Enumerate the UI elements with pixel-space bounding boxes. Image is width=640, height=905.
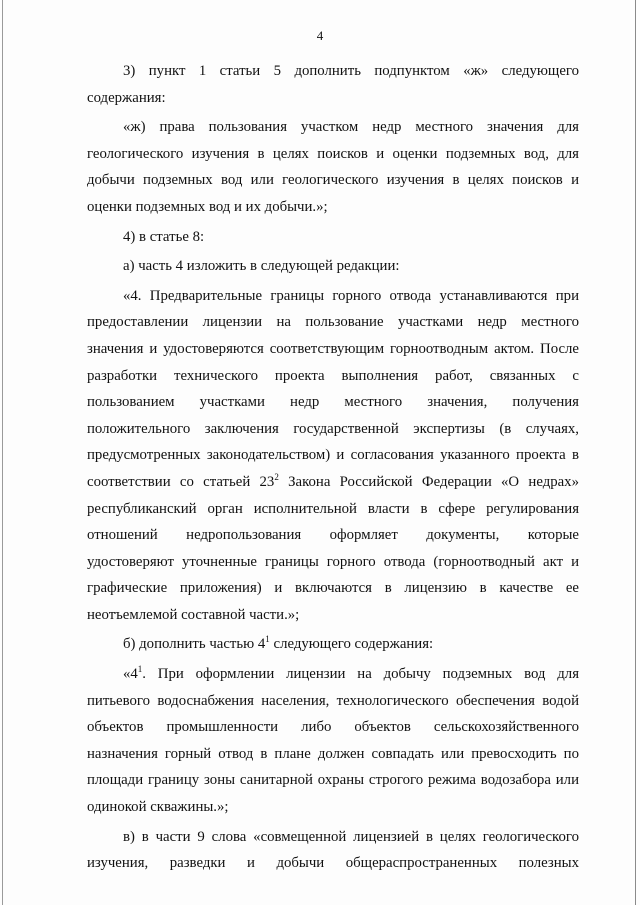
superscript: 2 — [274, 471, 279, 482]
text-line — [87, 688, 579, 715]
line-text: изучения, разведки и добычи общераспространенных полезных — [87, 855, 579, 872]
text-line — [87, 336, 579, 363]
line-text: предусмотренных законодательством) и согласования указанного проекта в — [87, 447, 579, 464]
text-line — [87, 283, 579, 310]
line-text: неотъемлемой составной части.»; — [87, 606, 300, 623]
line-text: разработки технического проекта выполнения работ, связанных с — [87, 367, 579, 384]
line-text: графические приложения) и включаются в лицензию в качестве ее — [87, 580, 579, 597]
line-text: оценки подземных вод и их добычи.»; — [87, 198, 328, 215]
line-text: назначения горный отвод в плане должен совпадать или превосходить по — [87, 745, 579, 762]
line-text: предоставлении лицензии на пользование участками недр местного — [87, 314, 579, 331]
text-line — [87, 114, 579, 141]
line-text: в) в части 9 слова «совмещенной лицензией в целях геологического — [123, 828, 579, 845]
text-line — [87, 309, 579, 336]
text-line — [87, 767, 579, 794]
text-line — [87, 522, 579, 549]
text-line — [87, 850, 579, 877]
line-text: «ж) права пользования участком недр местного значения для — [123, 119, 579, 136]
line-text-continued: следующего содержания: — [269, 636, 434, 653]
line-text: геологического изучения в целях поисков и оценки подземных вод, для — [87, 145, 579, 162]
document-body — [87, 58, 579, 877]
text-line — [87, 224, 579, 251]
line-text: «4 — [123, 666, 138, 683]
text-line — [87, 661, 579, 688]
text-line — [87, 389, 579, 416]
line-text: объектов промышленности либо объектов сельскохозяйственного — [87, 719, 579, 736]
text-line — [87, 416, 579, 443]
line-text: республиканский орган исполнительной власти в сфере регулирования — [87, 500, 579, 517]
line-text: пользованием участками недр местного значения, получения — [87, 394, 579, 411]
text-line — [87, 167, 579, 194]
line-text: 3) пункт 1 статьи 5 дополнить подпунктом «ж» следующего — [123, 63, 579, 79]
text-line — [87, 194, 579, 221]
text-line — [87, 253, 579, 280]
superscript: 1 — [137, 664, 143, 675]
line-text: добычи подземных вод или геологического изучения в целях поисков и — [87, 172, 579, 189]
text-line — [87, 363, 579, 390]
text-line — [87, 602, 579, 629]
line-text-continued: . При оформлении лицензии на добычу подземных вод для — [142, 666, 579, 683]
text-line — [87, 824, 579, 851]
text-line — [87, 631, 579, 658]
text-line — [87, 714, 579, 741]
scan-edge-right — [635, 0, 636, 905]
line-text: одинокой скважины.»; — [87, 799, 229, 816]
line-text: соответствии со статьей 23 — [87, 473, 275, 490]
line-text: площади границу зоны санитарной охраны строгого режима водозабора или — [87, 772, 579, 789]
line-text: «4. Предварительные границы горного отвода устанавливаются при — [123, 287, 579, 304]
text-line — [87, 575, 579, 602]
line-text: питьевого водоснабжения населения, технологического обеспечения водой — [87, 692, 579, 709]
text-line — [87, 85, 579, 112]
line-text: а) часть 4 изложить в следующей редакции: — [123, 258, 400, 275]
page-number: 4 — [316, 28, 324, 43]
line-text: значения и удостоверяются соответствующим горноотводным актом. После — [87, 340, 579, 357]
text-line — [87, 469, 579, 496]
scan-edge-left — [2, 0, 3, 905]
text-line — [87, 141, 579, 168]
text-line — [87, 496, 579, 523]
line-text-continued: Закона Российской Федерации «О недрах» — [278, 473, 579, 490]
text-line — [87, 549, 579, 576]
superscript: 1 — [265, 634, 270, 645]
line-text: положительного заключения государственной экспертизы (в случаях, — [87, 420, 579, 437]
line-text: отношений недропользования оформляет документы, которые — [87, 527, 579, 544]
line-text: 4) в статье 8: — [123, 228, 205, 245]
text-line — [87, 741, 579, 768]
line-text: б) дополнить частью 4 — [123, 636, 266, 653]
line-text: содержания: — [87, 89, 166, 106]
line-text: удостоверяют уточненные границы горного отвода (горноотводный акт и — [87, 553, 579, 570]
text-line — [87, 58, 579, 85]
text-line — [87, 794, 579, 821]
text-line — [87, 442, 579, 469]
